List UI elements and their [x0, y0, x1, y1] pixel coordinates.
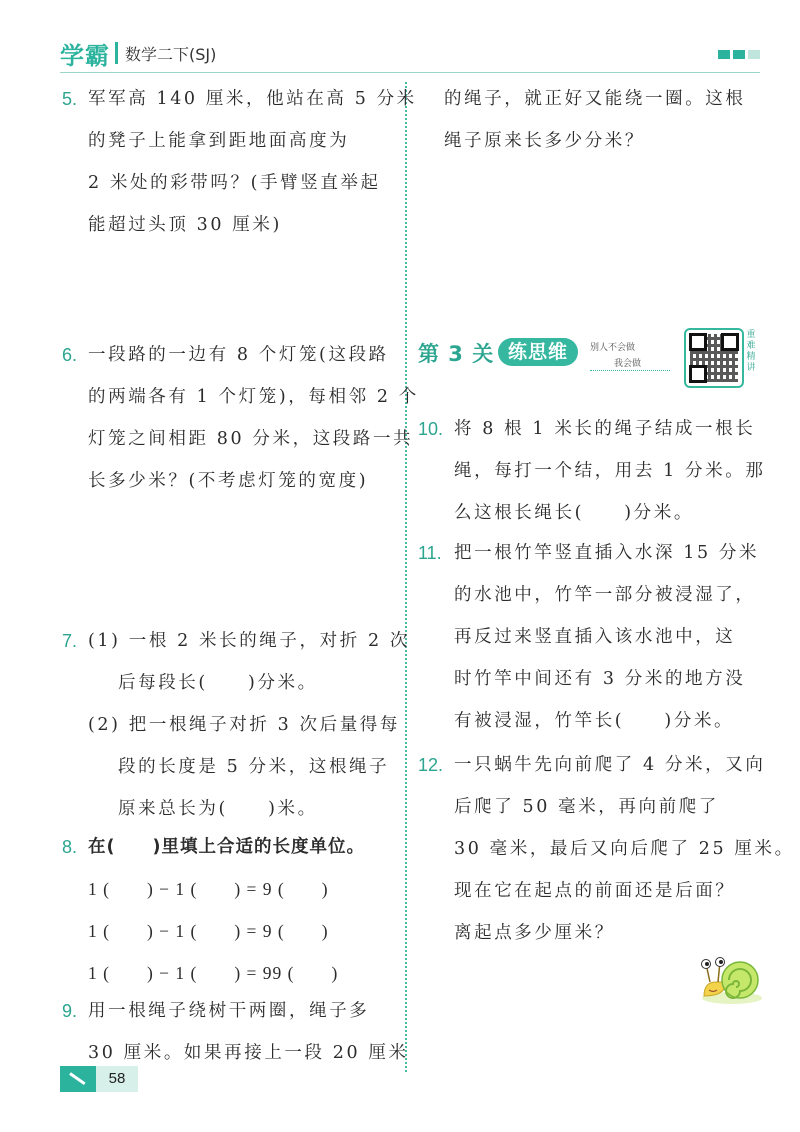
fill-row: 1 ( ) − 1 ( ) = 9 ( )	[88, 879, 329, 899]
problem-line: 2 米处的彩带吗？(手臂竖直举起	[88, 173, 381, 193]
problem-line: 现在它在起点的前面还是后面？	[454, 881, 736, 901]
problem-line: (1) 一根 2 米长的绳子，对折 2 次	[88, 631, 410, 651]
header-decoration	[718, 50, 760, 59]
problem-8	[62, 826, 365, 994]
problem-line: 后每段长( )分米。	[118, 673, 318, 693]
problem-line: 30 厘米。如果再接上一段 20 厘米	[88, 1043, 409, 1063]
header-square	[748, 50, 760, 59]
page-number: 58	[96, 1066, 138, 1092]
problem-line: 段的长度是 5 分米，这根绳子	[118, 757, 390, 777]
problem-9	[62, 990, 409, 1074]
qr-finder	[721, 333, 739, 351]
problem-line: 用一根绳子绕树干两圈，绳子多	[88, 1001, 370, 1021]
book-title: 数学二下(SJ)	[125, 44, 217, 64]
pencil-stroke	[69, 1072, 85, 1085]
problem-line: 长多少米？(不考虑灯笼的宽度)	[88, 471, 369, 491]
problem-line: 后爬了 50 毫米，再向前爬了	[454, 797, 719, 817]
problem-line: 的两端各有 1 个灯笼)，每相邻 2 个	[88, 387, 419, 407]
problem-line: 将 8 根 1 米长的绳子结成一根长	[454, 419, 756, 439]
problem-number: 7.	[62, 631, 78, 651]
problem-line: 绳，每打一个结，用去 1 分米。那	[454, 461, 766, 481]
fill-row: 1 ( ) − 1 ( ) = 9 ( )	[88, 921, 329, 941]
header-square	[718, 50, 730, 59]
problem-6	[62, 334, 419, 502]
brand	[60, 38, 216, 68]
brand-logo: 学霸	[60, 41, 110, 70]
problem-12	[418, 744, 795, 954]
problem-number: 9.	[62, 1001, 78, 1021]
problem-9-continued	[444, 78, 746, 162]
problem-line: 么这根长绳长( )分米。	[454, 503, 694, 523]
problem-11	[418, 532, 760, 742]
section-title: 第 3 关	[418, 342, 495, 366]
problem-number: 6.	[62, 345, 78, 365]
banner-caption: 别人不会做	[590, 343, 636, 353]
qr-finder	[689, 333, 707, 351]
problem-line: 时竹竿中间还有 3 分米的地方没	[454, 669, 746, 689]
problem-number: 10.	[418, 419, 444, 439]
problem-number: 5.	[62, 89, 78, 109]
section-banner	[418, 328, 768, 388]
problem-line: 绳子原来长多少分米？	[444, 131, 645, 151]
problem-line: 的绳子，就正好又能绕一圈。这根	[444, 89, 746, 109]
problem-line: 离起点多少厘米？	[454, 923, 615, 943]
problem-line: 把一根竹竿竖直插入水深 15 分米	[454, 543, 760, 563]
page-footer	[60, 1066, 180, 1096]
problem-line: 原来总长为( )米。	[118, 799, 318, 819]
problem-line: (2) 把一根绳子对折 3 次后量得每	[88, 715, 401, 735]
problem-7	[62, 620, 410, 830]
problem-number: 11.	[418, 543, 442, 563]
snail-icon	[696, 938, 766, 1008]
qr-finder	[689, 365, 707, 383]
problem-line: 有被浸湿，竹竿长( )分米。	[454, 711, 735, 731]
problem-line: 30 毫米，最后又向后爬了 25 厘米。	[454, 839, 795, 859]
qr-code-icon[interactable]	[684, 328, 744, 388]
problem-line: 的凳子上能拿到距地面高度为	[88, 131, 350, 151]
problem-10	[418, 408, 766, 534]
banner-underline	[590, 370, 670, 371]
page-header	[60, 38, 760, 74]
problem-line: 一段路的一边有 8 个灯笼(这段路	[88, 345, 389, 365]
header-rule	[60, 72, 760, 73]
problem-line: 的水池中，竹竿一部分被浸湿了，	[454, 585, 756, 605]
problem-5	[62, 78, 417, 246]
problem-line: 灯笼之间相距 80 分米，这段路一共	[88, 429, 414, 449]
section-badge: 练思维	[498, 338, 578, 366]
banner-caption: 我会做	[614, 359, 642, 369]
problem-number: 8.	[62, 837, 78, 857]
problem-line: 再反过来竖直插入该水池中，这	[454, 627, 736, 647]
problem-line: 军军高 140 厘米，他站在高 5 分米	[88, 89, 417, 109]
problem-number: 12.	[418, 755, 444, 775]
problem-line: 一只蜗牛先向前爬了 4 分米，又向	[454, 755, 766, 775]
qr-caption: 重难精讲	[746, 330, 756, 373]
brand-separator	[115, 42, 118, 64]
pencil-icon	[60, 1066, 96, 1092]
problem-title: 在( )里填上合适的长度单位。	[88, 837, 365, 857]
problem-line: 能超过头顶 30 厘米)	[88, 215, 282, 235]
header-square	[733, 50, 745, 59]
fill-row: 1 ( ) − 1 ( ) = 99 ( )	[88, 963, 339, 983]
